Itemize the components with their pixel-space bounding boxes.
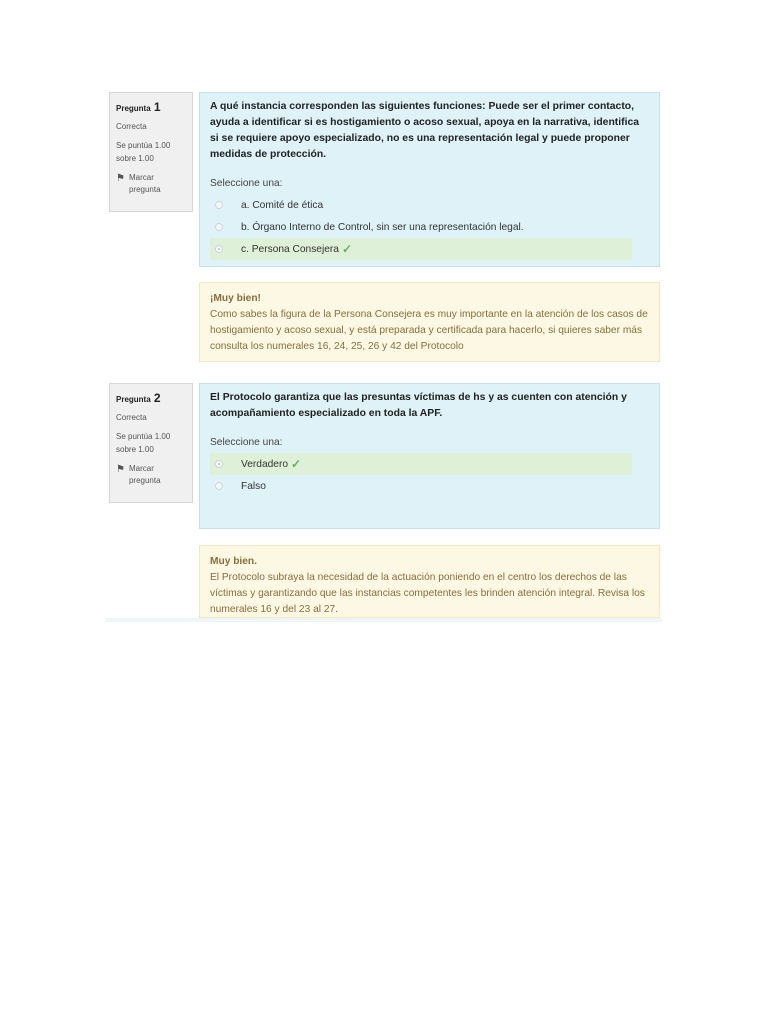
option-label: a. Comité de ética	[241, 199, 324, 211]
answer-options	[210, 453, 649, 497]
grade-line-2: sobre 1.00	[116, 444, 154, 454]
flag-question-link[interactable]	[116, 463, 186, 489]
option-label: Falso	[241, 480, 266, 492]
question-label: Pregunta	[116, 104, 151, 113]
option-label: c. Persona Consejera	[241, 243, 339, 255]
question-label: Pregunta	[116, 395, 151, 404]
flag-question-link[interactable]	[116, 172, 186, 198]
feedback-body: Como sabes la figura de la Persona Consejera es muy importante en la atención de los casos de hostigamiento y acoso sexual, y está preparada y certificada para hacerlo, si quieres saber más consulta los numerales 16, 24, 25, 26 y 42 del Protocolo	[210, 309, 648, 352]
question-text: El Protocolo garantiza que las presuntas víctimas de hs y as cuenten con atención y acompañamiento especializado en toda la APF.	[210, 392, 627, 419]
grade-line-2: sobre 1.00	[116, 153, 154, 163]
radio-button[interactable]	[215, 223, 223, 231]
grade-line-1: Se puntúa 1.00	[116, 140, 171, 150]
check-icon: ✓	[291, 457, 302, 471]
select-prompt: Seleccione una:	[210, 437, 283, 448]
option-c[interactable]	[210, 238, 632, 260]
question-content	[199, 92, 660, 267]
flag-label-line-1: Marcar	[128, 172, 154, 182]
option-label: Verdadero	[241, 458, 289, 470]
question-info-panel	[109, 383, 193, 503]
question-content	[199, 383, 660, 529]
grade-line-1: Se puntúa 1.00	[116, 431, 171, 441]
question-number-value: 2	[153, 391, 161, 405]
question-grade	[116, 431, 186, 457]
question-number-value: 1	[153, 100, 161, 114]
select-prompt: Seleccione una:	[210, 178, 283, 189]
question-number	[116, 389, 186, 408]
check-icon: ✓	[341, 242, 353, 256]
option-label: b. Órgano Interno de Control, sin ser una representación legal.	[241, 221, 524, 233]
question-text: A qué instancia corresponden las siguientes funciones: Puede ser el primer contacto, ayuda a identificar si es hostigamiento o acoso sexual, apoya en la narrativa, identifica si se requiere apoyo especializado, no es una representación legal y puede proponer medidas de protección.	[210, 101, 640, 160]
question-state: Correcta	[116, 122, 147, 132]
feedback-1	[199, 282, 660, 362]
flag-label-line-2: pregunta	[128, 185, 161, 195]
flag-label-line-1: Marcar	[128, 463, 154, 473]
option-a[interactable]	[210, 194, 649, 216]
option-true[interactable]	[210, 453, 632, 475]
question-state: Correcta	[116, 413, 147, 423]
radio-button-selected[interactable]	[215, 460, 223, 468]
question-number	[116, 98, 186, 117]
feedback-2	[199, 545, 660, 618]
feedback-body: El Protocolo subraya la necesidad de la actuación poniendo en el centro los derechos de las víctimas y garantizando que las instancias competentes les brinden atención integral. Revisa los numerales 16 y del 23 al 27.	[210, 572, 645, 615]
feedback-title: ¡Muy bien!	[210, 293, 261, 304]
answer-options	[210, 194, 649, 260]
radio-button[interactable]	[215, 482, 223, 490]
feedback-title: Muy bien.	[210, 556, 257, 567]
page-bottom-edge	[106, 618, 662, 622]
option-false[interactable]	[210, 475, 649, 497]
radio-button-selected[interactable]	[215, 245, 223, 253]
question-info-panel	[109, 92, 193, 212]
flag-icon: ⚑	[116, 172, 125, 184]
flag-label-line-2: pregunta	[128, 476, 161, 486]
flag-icon: ⚑	[116, 463, 125, 475]
option-b[interactable]	[210, 216, 649, 238]
radio-button[interactable]	[215, 201, 223, 209]
question-grade	[116, 140, 186, 166]
